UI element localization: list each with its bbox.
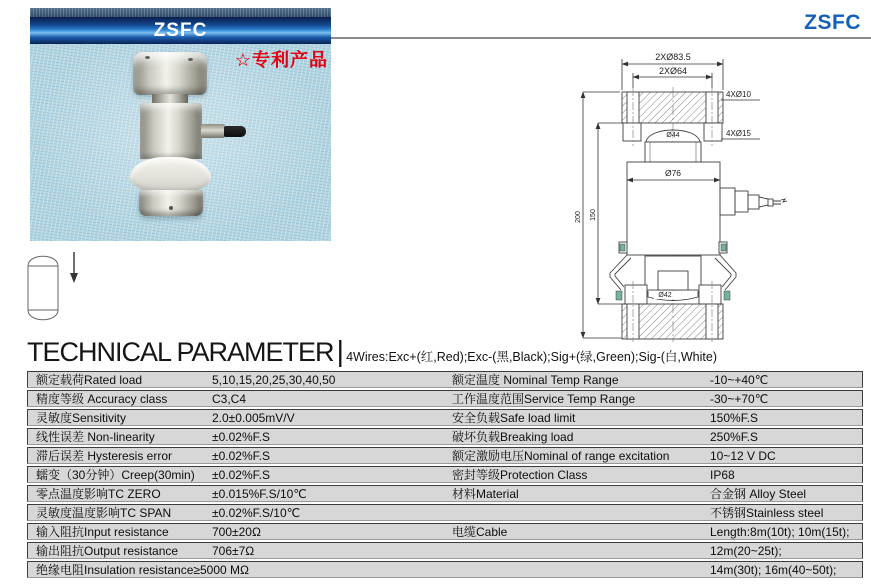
param-label: 材料Material [452, 486, 519, 501]
param-value: 14m(30t); 16m(40~50t); [710, 562, 837, 577]
param-value: 合金钢 Alloy Steel [710, 486, 807, 501]
section-title-divider: | [336, 336, 345, 368]
table-row [27, 466, 863, 483]
param-value: 706±7Ω [212, 543, 255, 558]
param-label: 输入阻抗Input resistance [36, 524, 169, 539]
param-value: -30~+70℃ [710, 391, 769, 406]
param-label: 额定载荷Rated load [36, 372, 143, 387]
model-banner [30, 17, 331, 44]
load-direction-sketch [16, 246, 92, 334]
param-label: 零点温度影响TC ZERO [36, 486, 161, 501]
table-row [27, 561, 863, 578]
param-label: 破坏负载Breaking load [452, 429, 574, 444]
base-screw-dot [169, 206, 173, 210]
param-value: 700±20Ω [212, 524, 261, 539]
cable-connector [201, 124, 225, 138]
param-value: 12m(20~25t); [710, 543, 782, 558]
table-row [27, 428, 863, 445]
table-row [27, 447, 863, 464]
param-label: 额定激励电压Nominal of range excitation [452, 448, 670, 463]
loadcell-body [140, 103, 202, 159]
param-label: 蠕变（30分钟）Creep(30min) [36, 467, 195, 482]
param-value: 5,10,15,20,25,30,40,50 [212, 372, 336, 387]
parameter-table [27, 371, 863, 580]
screw-dot [188, 58, 193, 61]
table-row [27, 485, 863, 502]
param-label: 线性误差 Non-linearity [36, 429, 155, 444]
section-heading [27, 337, 717, 367]
down-arrow-icon [70, 252, 78, 283]
param-value: ±0.02%F.S [212, 467, 270, 482]
product-image [30, 44, 331, 241]
param-value: Length:8m(10t); 10m(15t); [710, 524, 850, 539]
table-row [27, 523, 863, 540]
param-value: C3,C4 [212, 391, 247, 406]
patent-label: ☆专利产品 [234, 50, 328, 70]
param-label: 安全负载Safe load limit [452, 410, 576, 425]
dim-label-holes-side: 4XØ15 [726, 129, 751, 138]
table-row [27, 504, 863, 521]
param-value: 2.0±0.005mV/V [212, 410, 295, 425]
param-label: 灵敏度温度影响TC SPAN [36, 505, 172, 520]
dim-label-holes-top: 4XØ10 [726, 90, 751, 99]
technical-drawing [570, 45, 871, 345]
param-label: 精度等级 Accuracy class [36, 391, 168, 406]
table-row [27, 390, 863, 407]
param-label: 额定温度 Nominal Temp Range [452, 372, 619, 387]
dim-label-body: Ø76 [664, 168, 682, 178]
param-value: 不锈钢Stainless steel [710, 505, 824, 520]
dim-label-top-inner: 2XØ64 [658, 66, 688, 76]
param-label: 工作温度范围Service Temp Range [452, 391, 636, 406]
cable-tip [224, 126, 246, 137]
param-value: IP68 [710, 467, 735, 482]
param-value: 150%F.S [710, 410, 759, 425]
param-label: 密封等级Protection Class [452, 467, 588, 482]
param-label: 电缆Cable [452, 524, 508, 539]
param-value: ±0.015%F.S/10℃ [212, 486, 307, 501]
section-title: TECHNICAL PARAMETER [27, 337, 334, 367]
photo-top-strip [30, 8, 331, 17]
param-label: 滞后误差 Hysteresis error [36, 448, 173, 463]
loadcell-bellows [130, 157, 211, 193]
param-label: 输出阻抗Output resistance [36, 543, 179, 558]
dim-label-top-outer: 2XØ83.5 [655, 52, 691, 62]
dim-label-height-mid: 150 [590, 209, 597, 221]
param-label: 绝缘电阻Insulation resistance≥5000 MΩ [36, 562, 249, 577]
product-photo-panel [30, 8, 331, 241]
table-row [27, 371, 863, 388]
wires-note: 4Wires:Exc+(红,Red);Exc-(黑,Black);Sig+(绿,Green);Sig-(白,White) [346, 350, 717, 364]
param-value: -10~+40℃ [710, 372, 769, 387]
table-row [27, 409, 863, 426]
loadcell-base [139, 190, 203, 216]
divider-line [331, 37, 871, 39]
param-value: 10~12 V DC [710, 448, 776, 463]
dim-label-stem: Ø42 [658, 292, 672, 299]
param-value: 250%F.S [710, 429, 759, 444]
loadcell-cap [133, 52, 207, 95]
param-value: ±0.02%F.S [212, 429, 270, 444]
model-banner-label: ZSFC [153, 19, 208, 41]
screw-dot [145, 56, 150, 59]
table-row [27, 542, 863, 559]
param-label: 灵敏度Sensitivity [36, 410, 127, 425]
dim-label-dome: Ø44 [666, 132, 680, 139]
dim-label-height-total: 200 [575, 211, 582, 223]
param-value: ±0.02%F.S [212, 448, 270, 463]
param-value: ±0.02%F.S/10℃ [212, 505, 301, 520]
model-label-right: ZSFC [804, 11, 861, 34]
